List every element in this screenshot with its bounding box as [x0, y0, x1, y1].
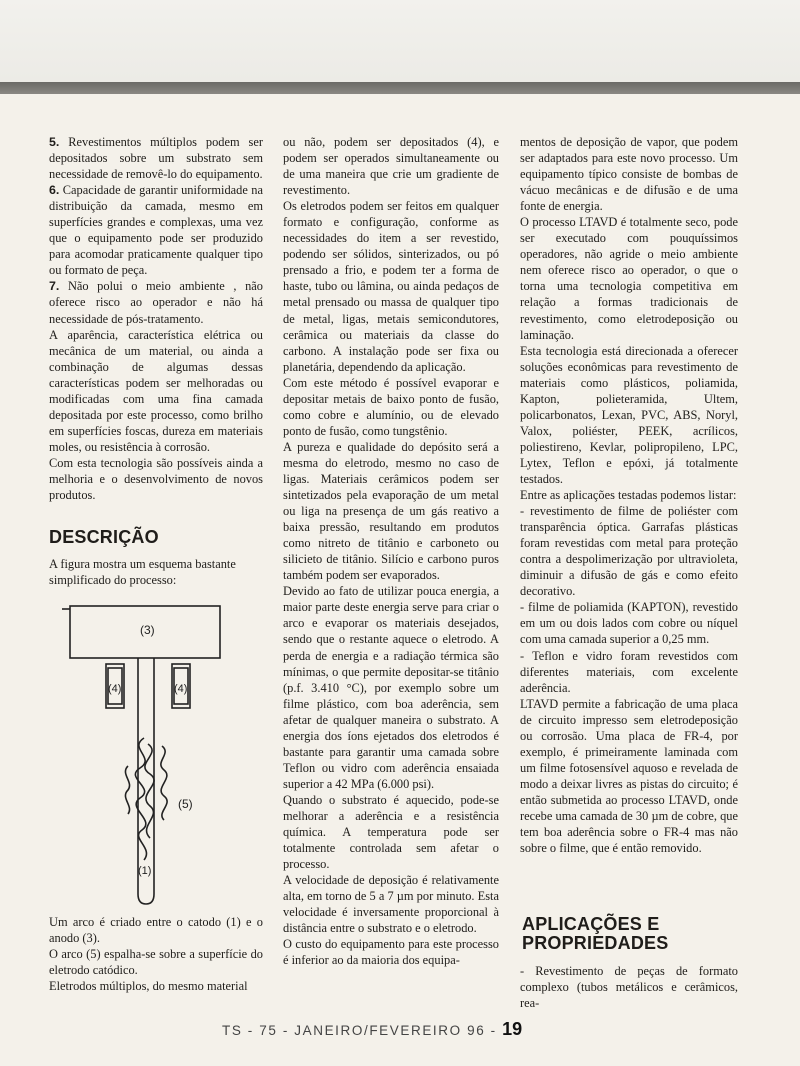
- label-anode: (3): [140, 623, 155, 637]
- paragraph: - Revestimento de peças de formato complexo (tubos metálicos e cerâmicos, rea-: [520, 964, 738, 1011]
- paragraph: Entre as aplicações testadas podemos listar:: [520, 488, 737, 503]
- page-number: 19: [502, 1019, 523, 1039]
- descricao-body: [49, 914, 263, 994]
- paragraph: O arco (5) espalha-se sobre a superfície do eletrodo catódico.: [49, 947, 263, 978]
- label-electrode-left: (4): [108, 683, 122, 695]
- paragraph: - Teflon e vidro foram revestidos com diferentes materiais, com excelente aderência.: [520, 648, 738, 695]
- arc-path: [135, 738, 146, 860]
- paragraph: A pureza e qualidade do depósito será a mesma do eletrodo, mesmo no caso de ligas. Materiais cerâmicos podem ser sintetizados pela evaporação de um metal ou liga na presença de um gás reativo a baixa pressão, resultando em produtos como nitreto de titânio e carboneto ou silicieto de titânio. Silício e carbono puros também podem ser evaporados.: [283, 439, 499, 583]
- paragraph: Devido ao fato de utilizar pouca energia, a maior parte deste energia serve para criar o arco e evaporar os materiais desejados, sendo que o restante aquece o eletrodo. A perda de energia e a radiação térmica são mínimas, o que permite depositar-se titânio (p.f. 3.410 °C), por exemplo sobre um filme plástico, com boa aderência, sem afetar de qualquer maneira o substrato. A energia dos íons ejetados dos eletrodos é bastante para garantir uma camada sobre Teflon ou vidro com aderência ensaiada superior a 42 MPa (6.000 psi).: [283, 584, 499, 791]
- page-footer: [222, 1019, 522, 1040]
- paragraph: mentos de deposição de vapor, que podem ser adaptados para este novo processo. Um equipamento típico consiste de bombas de vácuo mecânicas e de difusão e de uma fonte de energia.: [520, 135, 738, 214]
- paragraph: Quando o substrato é aquecido, pode-se melhorar a aderência e a resistência química. A temperatura pode ser totalmente controlada sem afetar o processo.: [283, 792, 499, 872]
- section-heading-aplicacoes: APLICAÇÕES E PROPRIEDADES: [522, 914, 669, 953]
- process-diagram: [58, 598, 258, 910]
- paragraph: O processo LTAVD é totalmente seco, pode ser executado com pouquíssimos operadores, não agride o meio ambiente nem oferece risco ao operador, o que o torna uma tecnologia competitiva em relação a formas tradicionais de revestimento, como eletrodeposição ou laminação.: [520, 215, 738, 342]
- column-2: [283, 134, 499, 968]
- page-top-margin: [0, 0, 800, 82]
- column-1: [49, 134, 263, 503]
- label-cathode: (1): [138, 865, 152, 877]
- paragraph: A aparência, característica elétrica ou mecânica de um material, ou ainda a combinação de algumas dessas características podem ser melhoradas ou modificadas com uma fina camada depositada por este processo, como brilho em superfícies foscas, dureza em materiais moles, ou resistência à corrosão.: [49, 327, 263, 454]
- header-band: [0, 82, 800, 94]
- paragraph: Um arco é criado entre o catodo (1) e o anodo (3).: [49, 915, 263, 946]
- paragraph: - revestimento de filme de poliéster com transparência óptica. Garrafas plásticas foram revestidas com metal para proteção contra a despolimerização por ultravioleta, diminuir a difusão de gás e como efeito decorativo.: [520, 504, 738, 599]
- label-arc: (5): [178, 797, 193, 811]
- section-heading-descricao: DESCRIÇÃO: [49, 527, 159, 547]
- paragraph: Eletrodos múltiplos, do mesmo material: [49, 979, 248, 994]
- aplicacoes-body: [520, 963, 738, 1011]
- paragraph: O custo do equipamento para este processo é inferior ao da maioria dos equipa-: [283, 937, 499, 968]
- column-3: [520, 134, 738, 856]
- paragraph: 5. Revestimentos múltiplos podem ser depositados sobre um substrato sem necessidade de removê-lo do equipamento.: [49, 135, 263, 182]
- paragraph: ou não, podem ser depositados (4), e podem ser operados simultaneamente ou de uma maneira que crie um gradiente de revestimento.: [283, 135, 499, 198]
- paragraph: Esta tecnologia está direcionada a oferecer soluções econômicas para revestimento de materiais como plásticos, poliamida, Kapton, polieteramida, Ultem, policarbonatos, Lexan, PVC, ABS, Noryl, Valox, poliéster, PEEK, acrílicos, poliestireno, Kevlar, polipropileno, LPC, Lytex, Teflon e epóxi, já totalmente testados.: [520, 343, 738, 486]
- paragraph: A velocidade de deposição é relativamente alta, em torno de 5 a 7 µm por minuto. Esta velocidade é inversamente proporcional à distância entre o substrato e o eletrodo.: [283, 873, 499, 936]
- paragraph: Com esta tecnologia são possíveis ainda a melhoria e o desenvolvimento de novos produtos.: [49, 455, 263, 503]
- footer-issue: TS - 75 - JANEIRO/FEVEREIRO 96 -: [222, 1023, 497, 1038]
- paragraph: 6. Capacidade de garantir uniformidade na distribuição da camada, mesmo em superfícies grandes e complexas, uma vez que o equipamento pode ser produzido para acomodar praticamente qualquer tipo ou formato de peça.: [49, 183, 263, 278]
- paragraph: LTAVD permite a fabricação de uma placa de circuito impresso sem eletrodeposição ou corrosão. Uma placa de FR-4, por exemplo, é primeiramente laminada com um filme fotosensível aquoso e revelada de modo a deixar livres as pistas do circuito; é então submetida ao processo LTAVD, onde recebe uma camada de 30 µm de cobre, que tem boa aderência sobre o FR-4 mas não sobre o filme, que é então removido.: [520, 696, 738, 856]
- paragraph: Os eletrodos podem ser feitos em qualquer formato e configuração, conforme as necessidades do item a ser revestido, podendo ser sólidos, sinterizados, ou pó prensado a frio, e podem ter a forma de haste, tubo ou lâmina, ou ainda pedaços de metal prensado ou massa de qualquer tipo de metal, ligas, metais semicondutores, cerâmica ou materiais da classe do carbono. A instalação pode ser fixa ou planetária, dependendo da aplicação.: [283, 199, 499, 374]
- paragraph: - filme de poliamida (KAPTON), revestido em um ou dois lados com cobre ou níquel com uma camada superior a 0,25 mm.: [520, 600, 738, 647]
- paragraph: Com este método é possível evaporar e depositar metais de baixo ponto de fusão, como cobre e alumínio, ou de elevado ponto de fusão, como tungstênio.: [283, 375, 499, 438]
- descricao-intro: A figura mostra um esquema bastante simplificado do processo:: [49, 557, 236, 588]
- paragraph: 7. Não polui o meio ambiente , não oferece risco ao operador e não há necessidade de pós-tratamento.: [49, 279, 263, 326]
- label-electrode-right: (4): [174, 683, 188, 695]
